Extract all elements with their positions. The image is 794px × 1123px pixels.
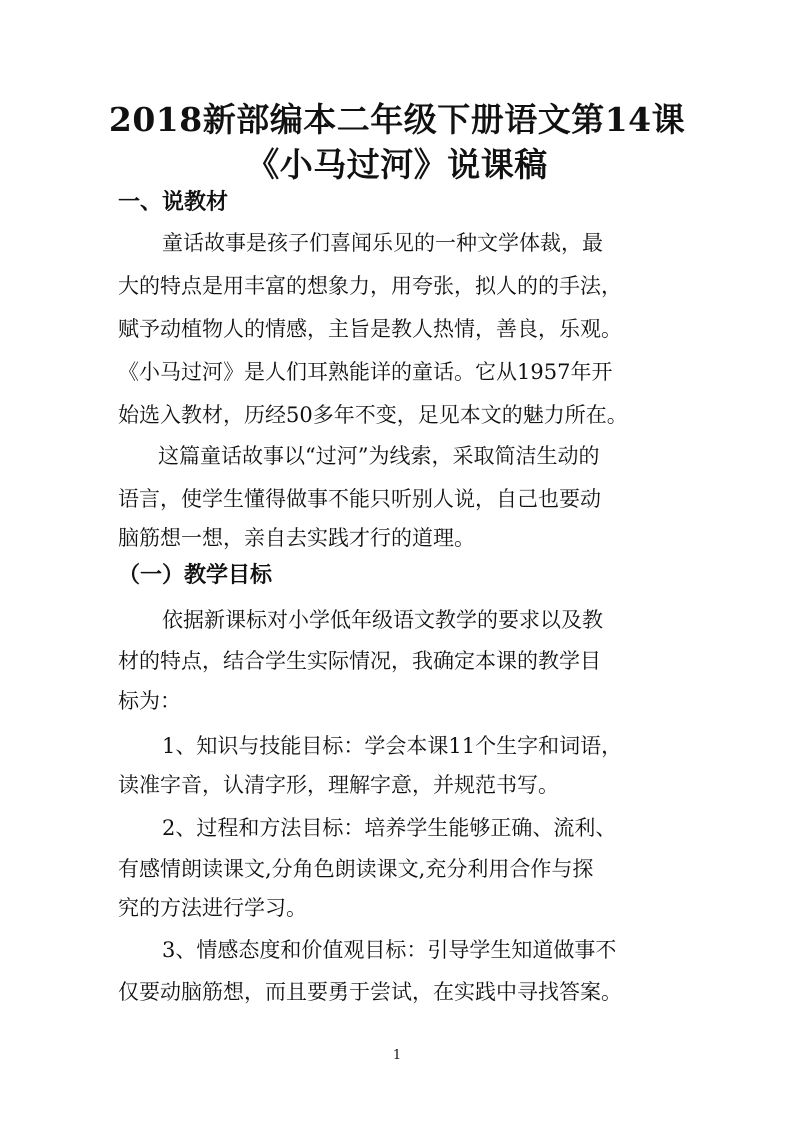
- paragraph-line: 这篇童话故事以“过河”为线索，采取简洁生动的: [158, 444, 600, 468]
- paragraph-line: 始选入教材，历经50多年不变，足见本文的魅力所在。: [118, 403, 628, 427]
- paragraph-line: 脑筋想一想，亲自去实践才行的道理。: [118, 526, 475, 550]
- paragraph-line: 标为：: [118, 689, 181, 713]
- paragraph-line: 赋予动植物人的情感，主旨是教人热情，善良，乐观。: [118, 317, 622, 341]
- paragraph-line: 语言，使学生懂得做事不能只听别人说，自己也要动: [118, 487, 601, 511]
- goal-line: 2、过程和方法目标：培养学生能够正确、流利、: [162, 816, 617, 840]
- document-title-line-1: 2018新部编本二年级下册语文第14课: [108, 100, 686, 139]
- paragraph-line: 依据新课标对小学低年级语文教学的要求以及教: [162, 608, 603, 632]
- paragraph-line: 童话故事是孩子们喜闻乐见的一种文学体裁，最: [162, 231, 603, 255]
- goal-line: 3、情感态度和价值观目标：引导学生知道做事不: [162, 938, 617, 962]
- paragraph-line: 大的特点是用丰富的想象力，用夸张，拟人的的手法，: [118, 274, 622, 298]
- goal-line: 读准字音，认清字形，理解字意，并规范书写。: [118, 773, 559, 797]
- page-number: 1: [392, 1048, 402, 1063]
- goal-line: 有感情朗读课文,分角色朗读课文,充分利用合作与探: [118, 857, 594, 881]
- document-title-line-2: 《小马过河》说课稿: [246, 145, 548, 184]
- section-heading-textbook: 一、说教材: [118, 189, 229, 215]
- goal-line: 仅要动脑筋想，而且要勇于尝试，在实践中寻找答案。: [118, 980, 622, 1004]
- subsection-heading-teaching-goals: （一）教学目标: [118, 562, 273, 588]
- goal-line: 究的方法进行学习。: [118, 896, 307, 920]
- paragraph-line: 《小马过河》是人们耳熟能详的童话。它从1957年开: [118, 360, 613, 384]
- goal-line: 1、知识与技能目标：学会本课11个生字和词语，: [162, 734, 623, 758]
- paragraph-line: 材的特点，结合学生实际情况，我确定本课的教学目: [118, 649, 601, 673]
